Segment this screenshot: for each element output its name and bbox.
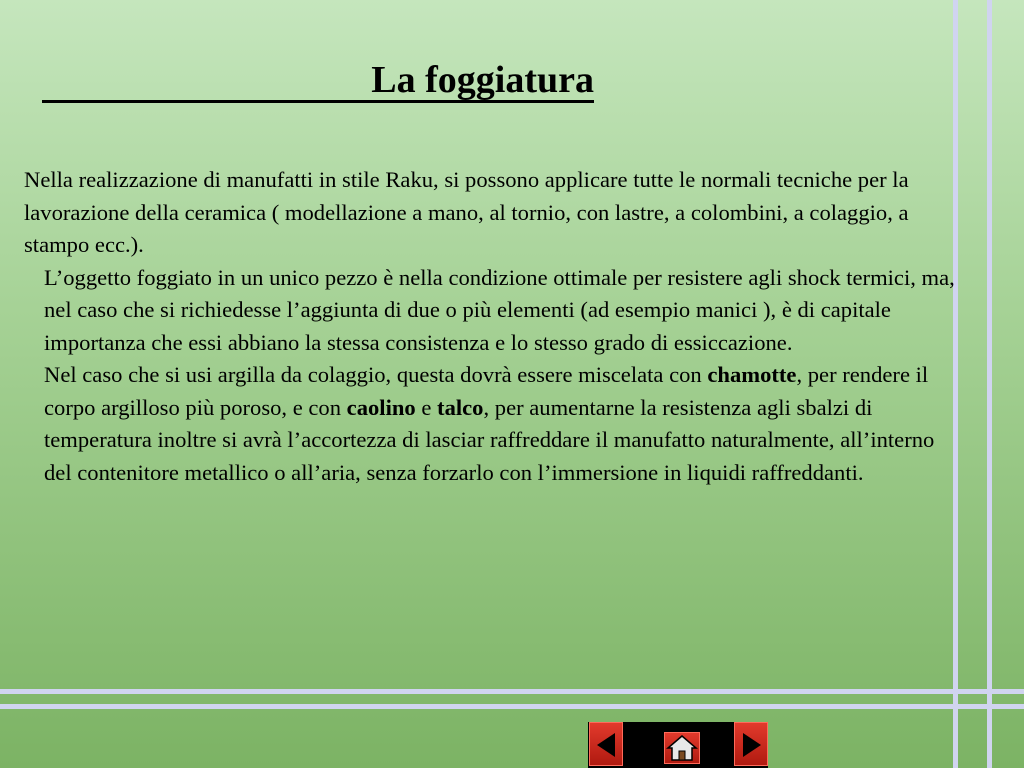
home-icon	[665, 733, 699, 763]
paragraph-3	[24, 359, 959, 489]
slide-body	[24, 164, 959, 489]
paragraph-1: Nella realizzazione di manufatti in stile Raku, si possono applicare tutte le normali tecniche per la lavorazione della ceramica ( modellazione a mano, al tornio, con lastre, a colombini, a colaggio, a stampo ecc.).	[24, 167, 909, 257]
frame-line-horizontal	[0, 704, 1024, 709]
term-talco: talco	[437, 394, 484, 420]
title-underline	[42, 52, 594, 103]
term-caolino: caolino	[346, 394, 416, 420]
paragraph-3-text: Nel caso che si usi argilla da colaggio, questa dovrà essere miscelata con	[44, 362, 708, 387]
term-chamotte: chamotte	[707, 362, 797, 387]
paragraph-3-text: , per aumentarne la resistenza agli sbalzi di temperatura inoltre si avrà l’accortezza di lasciar raffreddare il manufatto naturalmente, all’interno del contenitore metallico o all’aria, senza forzarlo con l’immersione in liquidi raffreddanti.	[44, 394, 935, 485]
arrow-right-icon	[743, 733, 761, 757]
frame-line-vertical	[987, 0, 992, 768]
previous-slide-button[interactable]	[589, 722, 623, 766]
paragraph-3-text: , per rendere il corpo argilloso più poroso, e con	[44, 362, 929, 420]
paragraph-3-text: e	[415, 394, 438, 420]
next-slide-button[interactable]	[734, 722, 768, 766]
frame-line-horizontal	[0, 689, 1024, 694]
slide-title: La foggiatura	[371, 59, 594, 101]
home-button[interactable]	[664, 732, 700, 764]
arrow-left-icon	[597, 733, 615, 757]
paragraph-2: L’oggetto foggiato in un unico pezzo è nella condizione ottimale per resistere agli shock termici, ma, nel caso che si richiedesse l’aggiunta di due o più elementi (ad esempio manici ), è di capitale importanza che essi abbiano la stessa consistenza e lo stesso grado di essiccazione.	[44, 264, 955, 355]
